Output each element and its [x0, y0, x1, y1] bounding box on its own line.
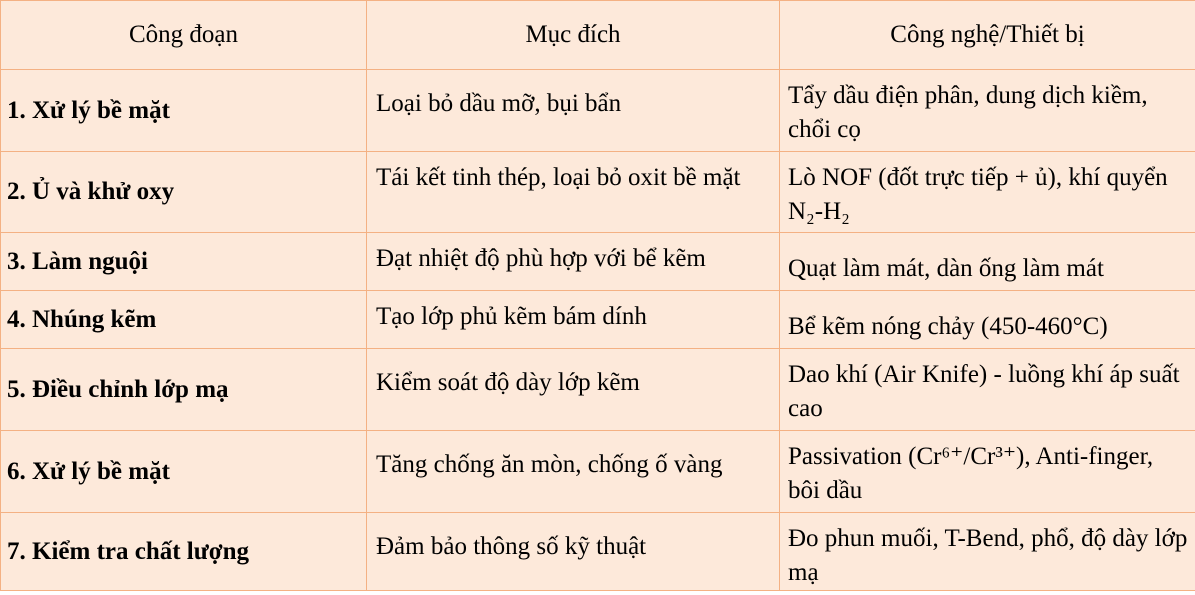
table-row	[1, 349, 1195, 431]
table-row	[1, 291, 1195, 349]
technology-cell: Dao khí (Air Knife) - luồng khí áp suất cao	[780, 349, 1195, 431]
stage-cell: 6. Xử lý bề mặt	[1, 431, 367, 513]
technology-cell: Passivation (Cr⁶⁺/Cr³⁺), Anti-finger, bôi dầu	[780, 431, 1195, 513]
stage-cell: 2. Ủ và khử oxy	[1, 152, 367, 233]
technology-cell: Đo phun muối, T-Bend, phổ, độ dày lớp mạ	[780, 513, 1195, 591]
purpose-cell: Đạt nhiệt độ phù hợp với bể kẽm	[367, 233, 780, 291]
table-header-row	[1, 1, 1195, 70]
purpose-cell: Tái kết tinh thép, loại bỏ oxit bề mặt	[367, 152, 780, 233]
stage-cell: 1. Xử lý bề mặt	[1, 70, 367, 152]
technology-cell: Lò NOF (đốt trực tiếp + ủ), khí quyển N₂-H₂	[780, 152, 1195, 233]
purpose-cell: Loại bỏ dầu mỡ, bụi bẩn	[367, 70, 780, 152]
stage-cell: 7. Kiểm tra chất lượng	[1, 513, 367, 591]
technology-cell: Tẩy dầu điện phân, dung dịch kiềm, chổi cọ	[780, 70, 1195, 152]
purpose-cell: Tạo lớp phủ kẽm bám dính	[367, 291, 780, 349]
technology-cell: Bể kẽm nóng chảy (450-460°C)	[780, 291, 1195, 349]
table-row	[1, 70, 1195, 152]
stage-cell: 3. Làm nguội	[1, 233, 367, 291]
column-header-stage: Công đoạn	[1, 1, 367, 70]
technology-cell: Quạt làm mát, dàn ống làm mát	[780, 233, 1195, 291]
purpose-cell: Kiểm soát độ dày lớp kẽm	[367, 349, 780, 431]
table-row	[1, 513, 1195, 591]
purpose-cell: Đảm bảo thông số kỹ thuật	[367, 513, 780, 591]
table-row	[1, 431, 1195, 513]
column-header-technology: Công nghệ/Thiết bị	[780, 1, 1195, 70]
column-header-purpose: Mục đích	[367, 1, 780, 70]
stage-cell: 5. Điều chỉnh lớp mạ	[1, 349, 367, 431]
table-row	[1, 152, 1195, 233]
purpose-cell: Tăng chống ăn mòn, chống ố vàng	[367, 431, 780, 513]
stage-cell: 4. Nhúng kẽm	[1, 291, 367, 349]
table-row	[1, 233, 1195, 291]
